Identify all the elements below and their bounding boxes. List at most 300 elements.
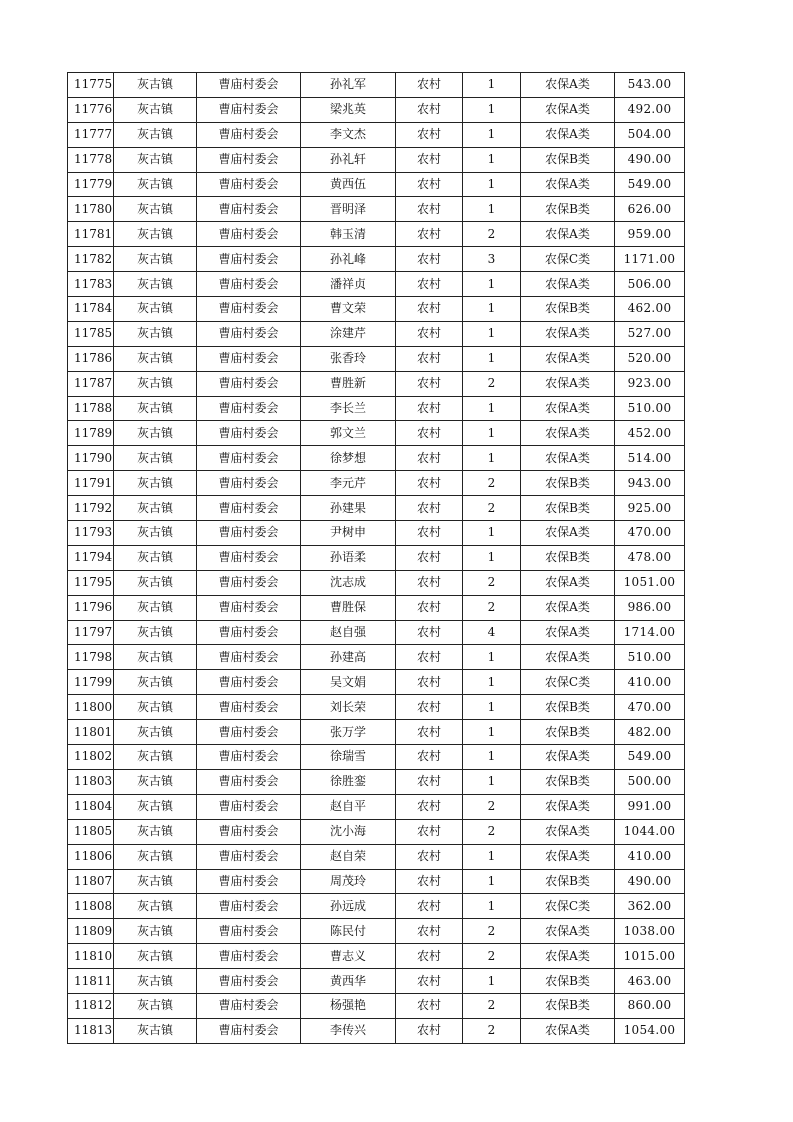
town-cell: 灰古镇 <box>114 695 197 720</box>
town-cell: 灰古镇 <box>114 869 197 894</box>
person-name-cell: 赵自平 <box>301 794 396 819</box>
person-name-cell: 尹树申 <box>301 521 396 546</box>
insurance-category-cell: 农保B类 <box>521 969 615 994</box>
village-committee-cell: 曹庙村委会 <box>197 819 301 844</box>
town-cell: 灰古镇 <box>114 247 197 272</box>
town-cell: 灰古镇 <box>114 545 197 570</box>
insurance-category-cell: 农保A类 <box>521 421 615 446</box>
record-id-cell: 11808 <box>68 894 114 919</box>
amount-cell: 490.00 <box>615 147 685 172</box>
table-row <box>68 695 685 720</box>
person-name-cell: 李文杰 <box>301 122 396 147</box>
village-committee-cell: 曹庙村委会 <box>197 197 301 222</box>
village-committee-cell: 曹庙村委会 <box>197 496 301 521</box>
insurance-category-cell: 农保B类 <box>521 147 615 172</box>
village-committee-cell: 曹庙村委会 <box>197 670 301 695</box>
town-cell: 灰古镇 <box>114 570 197 595</box>
amount-cell: 462.00 <box>615 297 685 322</box>
record-id-cell: 11799 <box>68 670 114 695</box>
table-row <box>68 496 685 521</box>
village-committee-cell: 曹庙村委会 <box>197 73 301 98</box>
village-committee-cell: 曹庙村委会 <box>197 769 301 794</box>
town-cell: 灰古镇 <box>114 919 197 944</box>
town-cell: 灰古镇 <box>114 993 197 1018</box>
insurance-category-cell: 农保A类 <box>521 272 615 297</box>
insurance-category-cell: 农保A类 <box>521 346 615 371</box>
insurance-category-cell: 农保A类 <box>521 944 615 969</box>
member-count-cell: 1 <box>463 297 521 322</box>
amount-cell: 925.00 <box>615 496 685 521</box>
amount-cell: 482.00 <box>615 720 685 745</box>
member-count-cell: 2 <box>463 570 521 595</box>
insurance-category-cell: 农保B类 <box>521 496 615 521</box>
amount-cell: 527.00 <box>615 321 685 346</box>
household-type-cell: 农村 <box>396 969 463 994</box>
amount-cell: 1015.00 <box>615 944 685 969</box>
amount-cell: 549.00 <box>615 745 685 770</box>
member-count-cell: 1 <box>463 769 521 794</box>
amount-cell: 1171.00 <box>615 247 685 272</box>
household-type-cell: 农村 <box>396 944 463 969</box>
record-id-cell: 11793 <box>68 521 114 546</box>
town-cell: 灰古镇 <box>114 471 197 496</box>
roster-table <box>67 72 685 1044</box>
record-id-cell: 11776 <box>68 97 114 122</box>
amount-cell: 362.00 <box>615 894 685 919</box>
person-name-cell: 张香玲 <box>301 346 396 371</box>
record-id-cell: 11775 <box>68 73 114 98</box>
town-cell: 灰古镇 <box>114 272 197 297</box>
member-count-cell: 1 <box>463 521 521 546</box>
table-row <box>68 894 685 919</box>
table-row <box>68 371 685 396</box>
household-type-cell: 农村 <box>396 819 463 844</box>
record-id-cell: 11784 <box>68 297 114 322</box>
member-count-cell: 3 <box>463 247 521 272</box>
household-type-cell: 农村 <box>396 695 463 720</box>
table-row <box>68 620 685 645</box>
town-cell: 灰古镇 <box>114 745 197 770</box>
amount-cell: 470.00 <box>615 695 685 720</box>
amount-cell: 1051.00 <box>615 570 685 595</box>
town-cell: 灰古镇 <box>114 645 197 670</box>
amount-cell: 1044.00 <box>615 819 685 844</box>
table-row <box>68 197 685 222</box>
record-id-cell: 11803 <box>68 769 114 794</box>
household-type-cell: 农村 <box>396 321 463 346</box>
person-name-cell: 刘长荣 <box>301 695 396 720</box>
amount-cell: 510.00 <box>615 396 685 421</box>
amount-cell: 490.00 <box>615 869 685 894</box>
household-type-cell: 农村 <box>396 794 463 819</box>
record-id-cell: 11813 <box>68 1018 114 1043</box>
member-count-cell: 2 <box>463 819 521 844</box>
insurance-category-cell: 农保A类 <box>521 122 615 147</box>
table-row <box>68 769 685 794</box>
amount-cell: 514.00 <box>615 446 685 471</box>
member-count-cell: 2 <box>463 794 521 819</box>
member-count-cell: 1 <box>463 147 521 172</box>
amount-cell: 923.00 <box>615 371 685 396</box>
person-name-cell: 梁兆英 <box>301 97 396 122</box>
person-name-cell: 孙建高 <box>301 645 396 670</box>
insurance-category-cell: 农保A类 <box>521 819 615 844</box>
town-cell: 灰古镇 <box>114 371 197 396</box>
member-count-cell: 1 <box>463 172 521 197</box>
person-name-cell: 赵自强 <box>301 620 396 645</box>
person-name-cell: 黄西华 <box>301 969 396 994</box>
table-row <box>68 396 685 421</box>
person-name-cell: 黄西伍 <box>301 172 396 197</box>
member-count-cell: 2 <box>463 1018 521 1043</box>
person-name-cell: 孙远成 <box>301 894 396 919</box>
record-id-cell: 11809 <box>68 919 114 944</box>
town-cell: 灰古镇 <box>114 396 197 421</box>
household-type-cell: 农村 <box>396 446 463 471</box>
household-type-cell: 农村 <box>396 844 463 869</box>
table-row <box>68 545 685 570</box>
record-id-cell: 11800 <box>68 695 114 720</box>
record-id-cell: 11791 <box>68 471 114 496</box>
person-name-cell: 沈志成 <box>301 570 396 595</box>
table-row <box>68 297 685 322</box>
amount-cell: 1714.00 <box>615 620 685 645</box>
household-type-cell: 农村 <box>396 769 463 794</box>
insurance-category-cell: 农保A类 <box>521 620 615 645</box>
record-id-cell: 11801 <box>68 720 114 745</box>
person-name-cell: 韩玉清 <box>301 222 396 247</box>
amount-cell: 506.00 <box>615 272 685 297</box>
village-committee-cell: 曹庙村委会 <box>197 645 301 670</box>
record-id-cell: 11795 <box>68 570 114 595</box>
amount-cell: 410.00 <box>615 670 685 695</box>
town-cell: 灰古镇 <box>114 1018 197 1043</box>
member-count-cell: 2 <box>463 222 521 247</box>
person-name-cell: 孙建果 <box>301 496 396 521</box>
village-committee-cell: 曹庙村委会 <box>197 1018 301 1043</box>
table-row <box>68 272 685 297</box>
amount-cell: 478.00 <box>615 545 685 570</box>
insurance-category-cell: 农保A类 <box>521 844 615 869</box>
town-cell: 灰古镇 <box>114 346 197 371</box>
amount-cell: 860.00 <box>615 993 685 1018</box>
household-type-cell: 农村 <box>396 396 463 421</box>
table-row <box>68 944 685 969</box>
village-committee-cell: 曹庙村委会 <box>197 869 301 894</box>
member-count-cell: 2 <box>463 471 521 496</box>
member-count-cell: 1 <box>463 645 521 670</box>
household-type-cell: 农村 <box>396 869 463 894</box>
record-id-cell: 11804 <box>68 794 114 819</box>
person-name-cell: 陈民付 <box>301 919 396 944</box>
person-name-cell: 孙语柔 <box>301 545 396 570</box>
person-name-cell: 吴文娟 <box>301 670 396 695</box>
village-committee-cell: 曹庙村委会 <box>197 745 301 770</box>
insurance-category-cell: 农保A类 <box>521 794 615 819</box>
town-cell: 灰古镇 <box>114 122 197 147</box>
table-row <box>68 720 685 745</box>
member-count-cell: 1 <box>463 720 521 745</box>
village-committee-cell: 曹庙村委会 <box>197 222 301 247</box>
amount-cell: 943.00 <box>615 471 685 496</box>
table-row <box>68 645 685 670</box>
table-row <box>68 147 685 172</box>
person-name-cell: 沈小海 <box>301 819 396 844</box>
village-committee-cell: 曹庙村委会 <box>197 247 301 272</box>
household-type-cell: 农村 <box>396 197 463 222</box>
household-type-cell: 农村 <box>396 894 463 919</box>
insurance-category-cell: 农保A类 <box>521 521 615 546</box>
amount-cell: 470.00 <box>615 521 685 546</box>
village-committee-cell: 曹庙村委会 <box>197 371 301 396</box>
amount-cell: 410.00 <box>615 844 685 869</box>
table-row <box>68 969 685 994</box>
town-cell: 灰古镇 <box>114 944 197 969</box>
record-id-cell: 11786 <box>68 346 114 371</box>
insurance-category-cell: 农保B类 <box>521 720 615 745</box>
table-row <box>68 421 685 446</box>
insurance-category-cell: 农保A类 <box>521 222 615 247</box>
table-row <box>68 222 685 247</box>
household-type-cell: 农村 <box>396 471 463 496</box>
town-cell: 灰古镇 <box>114 620 197 645</box>
table-row <box>68 919 685 944</box>
record-id-cell: 11787 <box>68 371 114 396</box>
household-type-cell: 农村 <box>396 297 463 322</box>
member-count-cell: 1 <box>463 73 521 98</box>
record-id-cell: 11805 <box>68 819 114 844</box>
insurance-category-cell: 农保A类 <box>521 919 615 944</box>
household-type-cell: 农村 <box>396 172 463 197</box>
town-cell: 灰古镇 <box>114 147 197 172</box>
household-type-cell: 农村 <box>396 745 463 770</box>
town-cell: 灰古镇 <box>114 894 197 919</box>
person-name-cell: 涂建芹 <box>301 321 396 346</box>
member-count-cell: 1 <box>463 670 521 695</box>
person-name-cell: 赵自荣 <box>301 844 396 869</box>
table-row <box>68 844 685 869</box>
person-name-cell: 周茂玲 <box>301 869 396 894</box>
household-type-cell: 农村 <box>396 1018 463 1043</box>
insurance-category-cell: 农保B类 <box>521 471 615 496</box>
insurance-category-cell: 农保B类 <box>521 297 615 322</box>
household-type-cell: 农村 <box>396 147 463 172</box>
insurance-category-cell: 农保A类 <box>521 595 615 620</box>
member-count-cell: 1 <box>463 272 521 297</box>
village-committee-cell: 曹庙村委会 <box>197 595 301 620</box>
person-name-cell: 曹志义 <box>301 944 396 969</box>
person-name-cell: 杨强艳 <box>301 993 396 1018</box>
member-count-cell: 1 <box>463 695 521 720</box>
amount-cell: 626.00 <box>615 197 685 222</box>
village-committee-cell: 曹庙村委会 <box>197 993 301 1018</box>
village-committee-cell: 曹庙村委会 <box>197 97 301 122</box>
household-type-cell: 农村 <box>396 545 463 570</box>
village-committee-cell: 曹庙村委会 <box>197 297 301 322</box>
record-id-cell: 11812 <box>68 993 114 1018</box>
village-committee-cell: 曹庙村委会 <box>197 919 301 944</box>
table-row <box>68 471 685 496</box>
record-id-cell: 11789 <box>68 421 114 446</box>
table-row <box>68 745 685 770</box>
village-committee-cell: 曹庙村委会 <box>197 695 301 720</box>
amount-cell: 986.00 <box>615 595 685 620</box>
amount-cell: 991.00 <box>615 794 685 819</box>
person-name-cell: 李长兰 <box>301 396 396 421</box>
record-id-cell: 11810 <box>68 944 114 969</box>
town-cell: 灰古镇 <box>114 73 197 98</box>
amount-cell: 492.00 <box>615 97 685 122</box>
household-type-cell: 农村 <box>396 122 463 147</box>
member-count-cell: 1 <box>463 122 521 147</box>
member-count-cell: 2 <box>463 371 521 396</box>
village-committee-cell: 曹庙村委会 <box>197 620 301 645</box>
household-type-cell: 农村 <box>396 247 463 272</box>
table-row <box>68 73 685 98</box>
table-row <box>68 122 685 147</box>
record-id-cell: 11782 <box>68 247 114 272</box>
record-id-cell: 11790 <box>68 446 114 471</box>
member-count-cell: 1 <box>463 346 521 371</box>
amount-cell: 1038.00 <box>615 919 685 944</box>
household-type-cell: 农村 <box>396 919 463 944</box>
person-name-cell: 曹胜新 <box>301 371 396 396</box>
record-id-cell: 11794 <box>68 545 114 570</box>
table-row <box>68 993 685 1018</box>
town-cell: 灰古镇 <box>114 521 197 546</box>
household-type-cell: 农村 <box>396 371 463 396</box>
town-cell: 灰古镇 <box>114 794 197 819</box>
record-id-cell: 11783 <box>68 272 114 297</box>
person-name-cell: 张万学 <box>301 720 396 745</box>
record-id-cell: 11797 <box>68 620 114 645</box>
town-cell: 灰古镇 <box>114 720 197 745</box>
record-id-cell: 11781 <box>68 222 114 247</box>
town-cell: 灰古镇 <box>114 969 197 994</box>
record-id-cell: 11798 <box>68 645 114 670</box>
insurance-category-cell: 农保A类 <box>521 446 615 471</box>
record-id-cell: 11796 <box>68 595 114 620</box>
town-cell: 灰古镇 <box>114 321 197 346</box>
person-name-cell: 李元芹 <box>301 471 396 496</box>
household-type-cell: 农村 <box>396 421 463 446</box>
village-committee-cell: 曹庙村委会 <box>197 172 301 197</box>
household-type-cell: 农村 <box>396 97 463 122</box>
member-count-cell: 2 <box>463 944 521 969</box>
record-id-cell: 11792 <box>68 496 114 521</box>
amount-cell: 463.00 <box>615 969 685 994</box>
insurance-category-cell: 农保A类 <box>521 321 615 346</box>
town-cell: 灰古镇 <box>114 297 197 322</box>
village-committee-cell: 曹庙村委会 <box>197 471 301 496</box>
table-row <box>68 321 685 346</box>
member-count-cell: 1 <box>463 545 521 570</box>
village-committee-cell: 曹庙村委会 <box>197 272 301 297</box>
village-committee-cell: 曹庙村委会 <box>197 521 301 546</box>
member-count-cell: 2 <box>463 496 521 521</box>
insurance-category-cell: 农保A类 <box>521 570 615 595</box>
member-count-cell: 2 <box>463 919 521 944</box>
record-id-cell: 11806 <box>68 844 114 869</box>
insurance-category-cell: 农保A类 <box>521 745 615 770</box>
table-row <box>68 670 685 695</box>
amount-cell: 504.00 <box>615 122 685 147</box>
member-count-cell: 1 <box>463 869 521 894</box>
amount-cell: 1054.00 <box>615 1018 685 1043</box>
village-committee-cell: 曹庙村委会 <box>197 545 301 570</box>
town-cell: 灰古镇 <box>114 421 197 446</box>
member-count-cell: 2 <box>463 595 521 620</box>
amount-cell: 959.00 <box>615 222 685 247</box>
town-cell: 灰古镇 <box>114 446 197 471</box>
table-row <box>68 97 685 122</box>
member-count-cell: 1 <box>463 421 521 446</box>
insurance-category-cell: 农保C类 <box>521 894 615 919</box>
person-name-cell: 曹胜保 <box>301 595 396 620</box>
insurance-category-cell: 农保B类 <box>521 545 615 570</box>
town-cell: 灰古镇 <box>114 844 197 869</box>
table-row <box>68 521 685 546</box>
town-cell: 灰古镇 <box>114 819 197 844</box>
person-name-cell: 徐胜銮 <box>301 769 396 794</box>
member-count-cell: 1 <box>463 969 521 994</box>
person-name-cell: 徐瑞雪 <box>301 745 396 770</box>
insurance-category-cell: 农保C类 <box>521 247 615 272</box>
amount-cell: 549.00 <box>615 172 685 197</box>
table-row <box>68 595 685 620</box>
table-row <box>68 1018 685 1043</box>
insurance-category-cell: 农保B类 <box>521 993 615 1018</box>
village-committee-cell: 曹庙村委会 <box>197 944 301 969</box>
person-name-cell: 郭文兰 <box>301 421 396 446</box>
insurance-category-cell: 农保B类 <box>521 197 615 222</box>
table-row <box>68 247 685 272</box>
amount-cell: 510.00 <box>615 645 685 670</box>
record-id-cell: 11778 <box>68 147 114 172</box>
village-committee-cell: 曹庙村委会 <box>197 894 301 919</box>
insurance-category-cell: 农保C类 <box>521 670 615 695</box>
town-cell: 灰古镇 <box>114 197 197 222</box>
table-row <box>68 794 685 819</box>
insurance-category-cell: 农保A类 <box>521 73 615 98</box>
member-count-cell: 1 <box>463 197 521 222</box>
member-count-cell: 4 <box>463 620 521 645</box>
record-id-cell: 11785 <box>68 321 114 346</box>
household-type-cell: 农村 <box>396 993 463 1018</box>
town-cell: 灰古镇 <box>114 97 197 122</box>
village-committee-cell: 曹庙村委会 <box>197 969 301 994</box>
insurance-category-cell: 农保A类 <box>521 645 615 670</box>
person-name-cell: 徐梦想 <box>301 446 396 471</box>
person-name-cell: 孙礼峰 <box>301 247 396 272</box>
town-cell: 灰古镇 <box>114 172 197 197</box>
village-committee-cell: 曹庙村委会 <box>197 794 301 819</box>
person-name-cell: 晋明泽 <box>301 197 396 222</box>
member-count-cell: 1 <box>463 446 521 471</box>
member-count-cell: 1 <box>463 894 521 919</box>
member-count-cell: 1 <box>463 97 521 122</box>
record-id-cell: 11777 <box>68 122 114 147</box>
household-type-cell: 农村 <box>396 272 463 297</box>
person-name-cell: 孙礼轩 <box>301 147 396 172</box>
village-committee-cell: 曹庙村委会 <box>197 844 301 869</box>
record-id-cell: 11788 <box>68 396 114 421</box>
insurance-category-cell: 农保A类 <box>521 97 615 122</box>
household-type-cell: 农村 <box>396 570 463 595</box>
amount-cell: 452.00 <box>615 421 685 446</box>
village-committee-cell: 曹庙村委会 <box>197 720 301 745</box>
town-cell: 灰古镇 <box>114 222 197 247</box>
